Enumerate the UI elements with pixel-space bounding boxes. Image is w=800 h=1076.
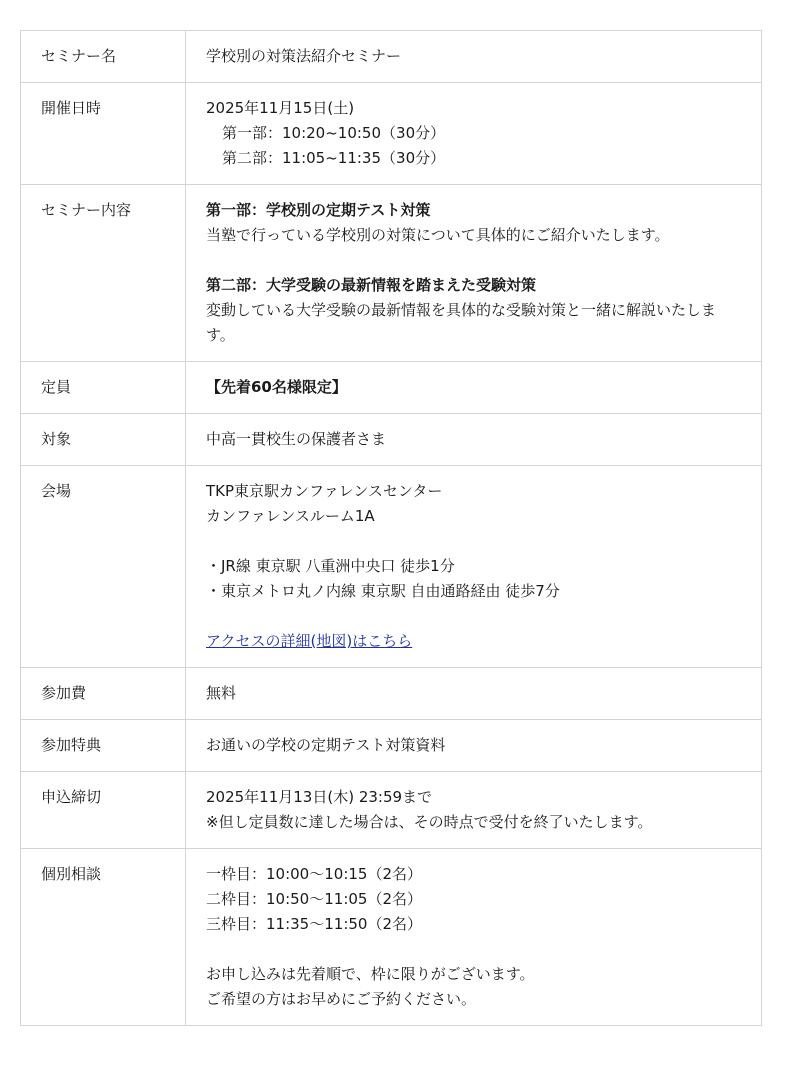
consultation-note-1: お申し込みは先着順で、枠に限りがございます。 [206,965,535,983]
venue-room: カンファレンスルーム1A [206,507,375,525]
venue-access-metro: ・東京メトロ丸ノ内線 東京駅 自由通路経由 徒歩7分 [206,582,560,600]
row-label: セミナー内容 [21,185,186,362]
spacer [206,529,741,554]
deadline-value [186,772,762,849]
part1-title: 第一部：学校別の定期テスト対策 [206,201,431,219]
consultation-slot-2: 二枠目：10:50〜11:05（2名） [206,890,422,908]
deadline-date: 2025年11月13日(木) 23:59まで [206,788,433,806]
part1-time-text: 第一部：10:20~10:50（30分） [222,124,446,142]
spacer [206,937,741,962]
table-row-seminar-name [21,31,762,83]
table-row-deadline [21,772,762,849]
row-label: 対象 [21,414,186,466]
seminar-info-table [20,30,762,1026]
venue-access-jr: ・JR線 東京駅 八重洲中央口 徒歩1分 [206,557,455,575]
part2-time-text: 第二部：11:05~11:35（30分） [222,149,446,167]
target-text: 中高一貫校生の保護者さま [206,430,387,448]
part2-title: 第二部：大学受験の最新情報を踏まえた受験対策 [206,276,537,294]
seminar-name-text: 学校別の対策法紹介セミナー [206,47,402,65]
table-row-bonus [21,720,762,772]
venue-name: TKP東京駅カンファレンスセンター [206,482,443,500]
row-label: セミナー名 [21,31,186,83]
table-row-datetime [21,83,762,185]
row-label: 参加特典 [21,720,186,772]
part2-description: 変動している大学受験の最新情報を具体的な受験対策と一緒に解説いたします。 [206,301,717,344]
access-map-link[interactable]: アクセスの詳細(地図)はこちら [206,632,413,650]
capacity-value [186,362,762,414]
content-value [186,185,762,362]
venue-value [186,466,762,668]
bonus-value [186,720,762,772]
row-label: 開催日時 [21,83,186,185]
consultation-slot-3: 三枠目：11:35〜11:50（2名） [206,915,422,933]
spacer [206,248,741,273]
spacer [206,604,741,629]
target-value [186,414,762,466]
table-row-fee [21,668,762,720]
table-row-capacity [21,362,762,414]
consultation-note-2: ご希望の方はお早めにご予約ください。 [206,990,477,1008]
row-label: 会場 [21,466,186,668]
fee-text: 無料 [206,684,237,702]
table-row-content [21,185,762,362]
deadline-note: ※但し定員数に達した場合は、その時点で受付を終了いたします。 [206,813,653,831]
date-text: 2025年11月15日(土) [206,99,355,117]
part1-description: 当塾で行っている学校別の対策について具体的にご紹介いたします。 [206,226,670,244]
consultation-value [186,849,762,1026]
consultation-slot-1: 一枠目：10:00〜10:15（2名） [206,865,422,883]
datetime-value [186,83,762,185]
bonus-text: お通いの学校の定期テスト対策資料 [206,736,446,754]
row-label: 定員 [21,362,186,414]
table-row-consultation [21,849,762,1026]
row-label: 個別相談 [21,849,186,1026]
capacity-text: 【先着60名様限定】 [206,378,347,396]
table-row-target [21,414,762,466]
row-label: 申込締切 [21,772,186,849]
fee-value [186,668,762,720]
seminar-name-value [186,31,762,83]
row-label: 参加費 [21,668,186,720]
table-row-venue [21,466,762,668]
